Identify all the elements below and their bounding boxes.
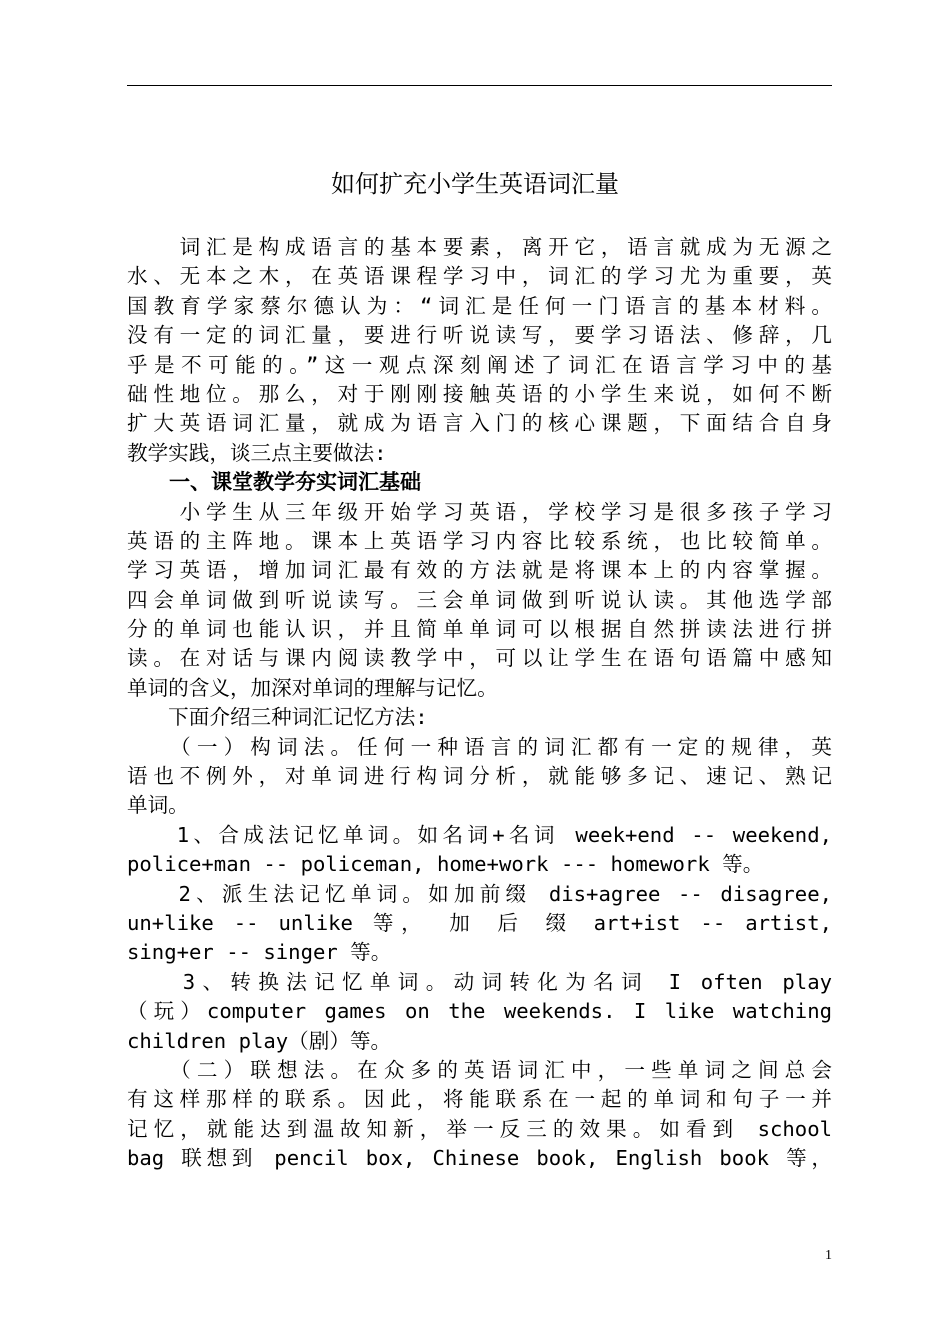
text-line: 读。在对话与课内阅读教学中，可以让学生在语句语篇中感知 [127,646,832,671]
text-line: 语也不例外，对单词进行构词分析，就能够多记、速记、熟记 [127,764,832,789]
document-title: 如何扩充小学生英语词汇量 [331,170,619,198]
text-line: 没有一定的词汇量，要进行听说读写，要学习语法、修辞，几 [127,323,832,348]
text-line: （一）构词法。任何一种语言的词汇都有一定的规律，英 [127,734,832,759]
text-line: 水、无本之木，在英语课程学习中，词汇的学习尤为重要，英 [127,264,832,289]
section-heading: 一、课堂教学夯实词汇基础 [127,470,421,495]
text-line: sing+er -- singer 等。 [127,940,392,965]
page-number: 1 [825,1248,832,1263]
text-line: 词汇是构成语言的基本要素，离开它，语言就成为无源之 [127,235,832,259]
text-line: un+like -- unlike 等， 加 后 缀 art+ist -- artist, [127,910,832,935]
text-line: （二）联想法。在众多的英语词汇中，一些单词之间总会 [127,1057,832,1082]
text-line: 有这样那样的联系。因此，将能联系在一起的单词和句子一并 [127,1087,832,1112]
text-line: 乎是不可能的。”这一观点深刻阐述了词汇在语言学习中的基 [127,352,832,377]
text-line: 单词。 [127,793,189,818]
text-line: 学习英语，增加词汇最有效的方法就是将课本上的内容掌握。 [127,558,832,583]
text-line: 分的单词也能认识，并且简单单词可以根据自然拼读法进行拼 [127,617,832,642]
text-line: 记忆，就能达到温故知新，举一反三的效果。如看到 school [127,1116,832,1141]
text-line: 1、合成法记忆单词。如名词+名词 week+end -- weekend, [127,822,832,847]
text-line: （玩）computer games on the weekends. I like watching [127,999,832,1024]
text-line: 英语的主阵地。课本上英语学习内容比较系统，也比较简单。 [127,528,832,553]
document-body [127,233,832,1174]
text-line: 教学实践，谈三点主要做法: [127,440,387,465]
text-line: 国教育学家蔡尔德认为：“词汇是任何一门语言的基本材料。 [127,293,832,318]
text-line: 2、派生法记忆单词。如加前缀 dis+agree -- disagree, [127,881,832,906]
text-line: 单词的含义，加深对单词的理解与记忆。 [127,675,498,700]
text-line: bag 联想到 pencil box, Chinese book, English book 等， [127,1146,832,1171]
text-line: 下面介绍三种词汇记忆方法: [127,705,428,730]
text-line: 3、转换法记忆单词。动词转化为名词 I often play [127,969,832,994]
text-line: 四会单词做到听说读写。三会单词做到听说认读。其他选学部 [127,587,832,612]
text-line: 小学生从三年级开始学习英语，学校学习是很多孩子学习 [127,499,832,524]
text-line: 础性地位。那么，对于刚刚接触英语的小学生来说，如何不断 [127,381,832,406]
text-line: children play（剧）等。 [127,1028,392,1053]
header-rule [127,85,832,86]
text-line: police+man -- policeman, home+work --- homework 等。 [127,852,764,877]
text-line: 扩大英语词汇量，就成为语言入门的核心课题，下面结合自身 [127,411,832,436]
